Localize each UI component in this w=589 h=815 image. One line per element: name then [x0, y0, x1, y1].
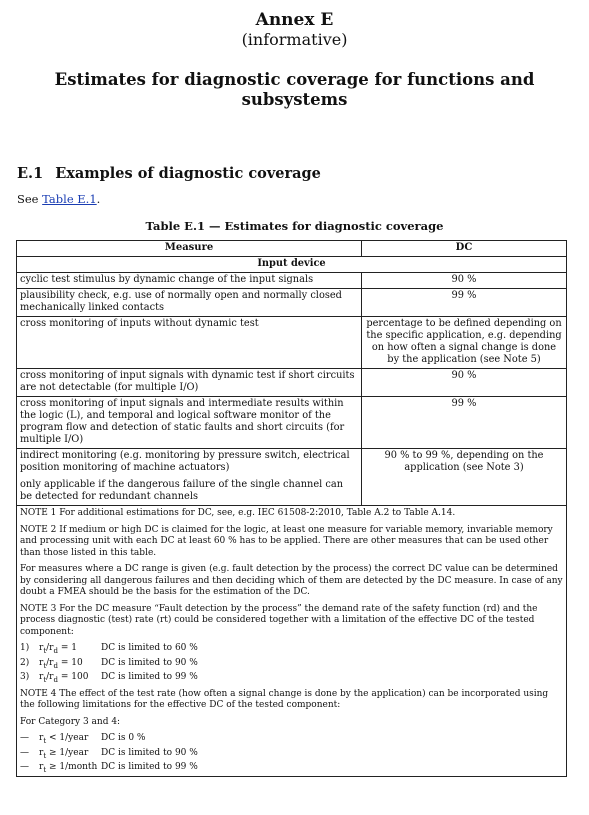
annex-title: Estimates for diagnostic coverage for functions and subsystems	[54, 70, 535, 109]
table-row	[17, 449, 567, 506]
measure-header: Measure	[17, 241, 362, 257]
measure-condition: only applicable if the dangerous failure of the single channel can be detected for redundant channels	[20, 479, 344, 502]
note-4: NOTE 4 The effect of the test rate (how often a signal change is done by the application) can be incorporated using the following limitations for the effective DC of the tested component:	[20, 688, 549, 710]
rate-value: ≥ 1/month	[49, 762, 98, 772]
dc-cell: 90 %	[362, 273, 567, 289]
ratio-formula: $r_t/r_d = 1$	[39, 643, 77, 655]
list-marker: —	[20, 733, 29, 743]
ratio-formula: $r_t/r_d = 10$	[39, 657, 83, 670]
rate-item	[20, 733, 563, 745]
ratio-item	[20, 658, 563, 670]
section-title: Examples of diagnostic coverage	[55, 165, 321, 182]
list-marker: 1)	[20, 643, 30, 653]
ratio-value: = 100	[60, 672, 89, 682]
list-marker: 3)	[20, 672, 30, 682]
list-marker: —	[20, 762, 29, 772]
category-label: For Category 3 and 4:	[20, 716, 121, 727]
dc-range-paragraph: For measures where a DC range is given (e.g. fault detection by the process) the correct DC value can be determined by considering all dangerous failures and then deciding which of them are detected by the DC measure. In case of any doubt a FMEA should be the basis for the estimation of the DC.	[20, 564, 563, 597]
see-suffix: .	[96, 192, 101, 206]
rate-limit: DC is 0 %	[101, 733, 146, 743]
group-input-device: Input device	[17, 257, 567, 273]
table-header-row	[17, 241, 567, 257]
dc-cell: 99 %	[362, 289, 567, 317]
table-e1-link[interactable]: Table E.1	[42, 192, 97, 206]
rate-item	[20, 762, 563, 774]
measure-cell: cross monitoring of input signals and intermediate results within the logic (L), and temporal and logical software monitor of the program flow and detection of static faults and short circuits (for multiple I/O)	[17, 397, 362, 449]
measure-cell: cyclic test stimulus by dynamic change of the input signals	[17, 273, 362, 289]
measure-cell	[17, 449, 362, 506]
see-reference	[17, 192, 589, 206]
dc-cell: 90 %	[362, 369, 567, 397]
dc-cell: 99 %	[362, 397, 567, 449]
table-row	[17, 289, 567, 317]
rate-limit: DC is limited to 90 %	[101, 747, 198, 758]
table-row	[17, 397, 567, 449]
note-2: NOTE 2 If medium or high DC is claimed for the logic, at least one measure for variable memory, invariable memory and processing unit with each DC at least 60 % has to be applied. There are other measures that can be used other than those listed in this table.	[20, 524, 553, 558]
ratio-item	[20, 643, 563, 655]
note-1: NOTE 1 For additional estimations for DC, see, e.g. IEC 61508-2:2010, Table A.2 to Table A.14.	[20, 508, 456, 518]
ratio-limit: DC is limited to 99 %	[101, 672, 198, 682]
annex-type: (informative)	[241, 30, 348, 49]
section-number: E.1	[17, 165, 44, 182]
measure-cell: cross monitoring of inputs without dynamic test	[17, 317, 362, 369]
table-row	[17, 273, 567, 289]
measure-text: indirect monitoring (e.g. monitoring by pressure switch, electrical position monitoring of machine actuators)	[20, 450, 350, 473]
see-prefix: See	[17, 192, 43, 206]
rate-value: ≥ 1/year	[49, 747, 89, 758]
table-row	[17, 317, 567, 369]
group-row	[17, 257, 567, 273]
rate-formula: $r_t$ < 1/year	[39, 733, 89, 745]
note-3: NOTE 3 For the DC measure “Fault detection by the process” the demand rate of the safety function (rd) and the process diagnostic (test) rate (rt) could be considered together with a limitation of the effective DC of the tested component:	[20, 603, 538, 637]
ratio-limit: DC is limited to 90 %	[101, 657, 198, 668]
rate-item	[20, 748, 563, 760]
ratio-value: = 10	[60, 657, 83, 668]
notes-cell	[17, 506, 567, 777]
ratio-formula: $r_t/r_d = 100$	[39, 672, 89, 684]
dc-header: DC	[362, 241, 567, 257]
measure-cell: plausibility check, e.g. use of normally open and normally closed mechanically linked contacts	[17, 289, 362, 317]
rate-formula: $r_t$ ≥ 1/year	[39, 747, 89, 760]
section-heading	[17, 165, 589, 183]
ratio-limit: DC is limited to 60 %	[101, 643, 198, 653]
rate-limit: DC is limited to 99 %	[101, 762, 198, 772]
measure-cell: cross monitoring of input signals with dynamic test if short circuits are not detectable (for multiple I/O)	[17, 369, 362, 397]
dc-cell: 90 % to 99 %, depending on the application (see Note 3)	[362, 449, 567, 506]
table-row	[17, 369, 567, 397]
notes-row	[17, 506, 567, 777]
dc-table	[16, 240, 567, 777]
ratio-value: = 1	[60, 643, 77, 653]
annex-label: Annex E	[255, 10, 334, 30]
dc-cell: percentage to be defined depending on the specific application, e.g. depending on how often a signal change is done by the application (see Note 5)	[362, 317, 567, 369]
rate-value: < 1/year	[49, 733, 89, 743]
ratio-item	[20, 672, 563, 684]
list-marker: 2)	[20, 657, 30, 668]
table-title: Table E.1 — Estimates for diagnostic coverage	[145, 219, 444, 233]
rate-formula: $r_t$ ≥ 1/month	[39, 762, 98, 774]
list-marker: —	[20, 747, 29, 758]
